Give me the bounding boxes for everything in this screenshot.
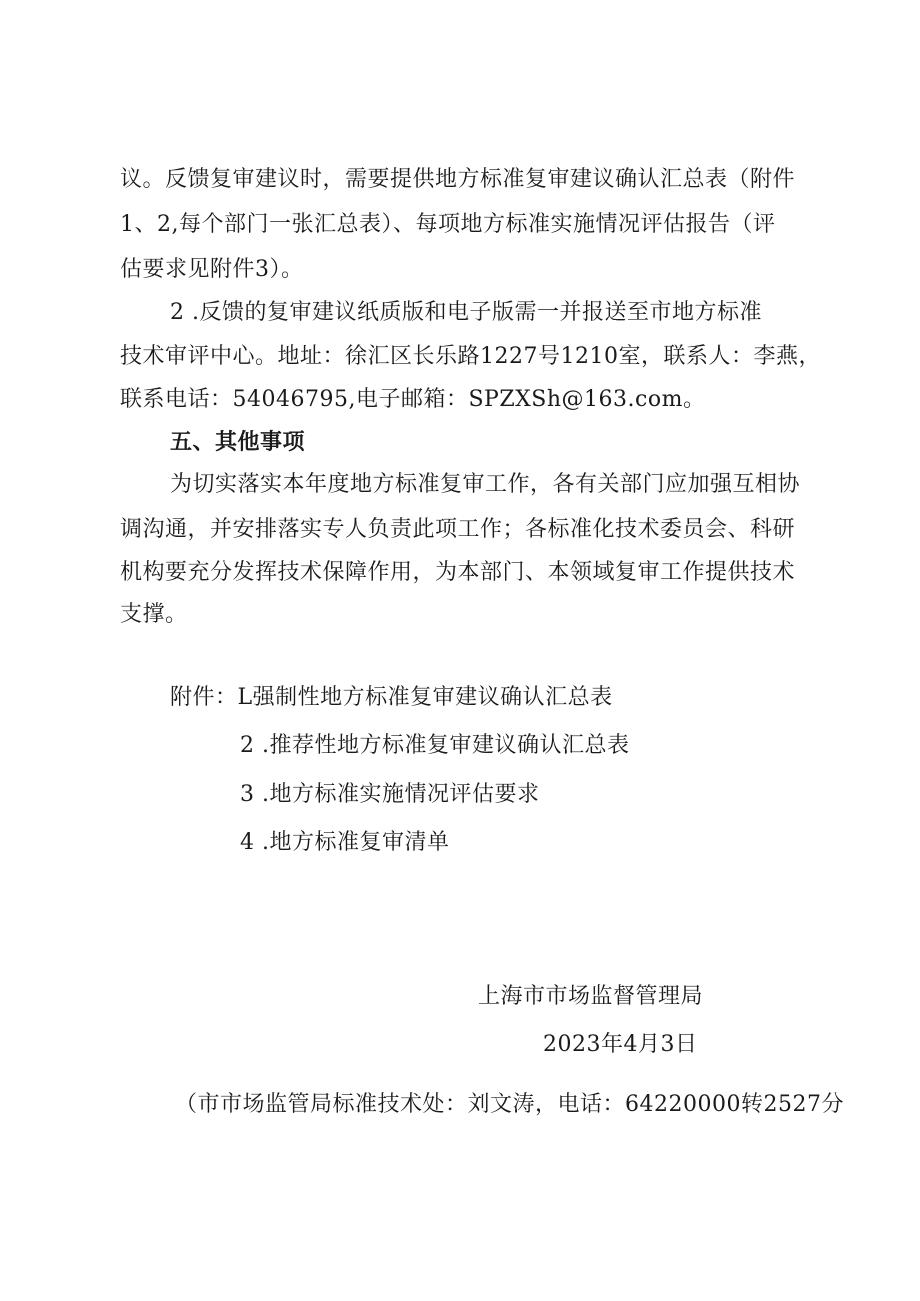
attachment-item: 2 .推荐性地方标准复审建议确认汇总表 [240,733,630,758]
issue-date: 2023年4月3日 [543,1032,698,1057]
attachment-item: 附件：L强制性地方标准复审建议确认汇总表 [170,685,613,710]
section-heading: 五、其他事项 [170,430,306,455]
paragraph-line: 机构要充分发挥技术保障作用，为本部门、本领域复审工作提供技术 [120,560,796,585]
paragraph-line: 为切实落实本年度地方标准复审工作，各有关部门应加强互相协 [170,472,801,497]
contact-note: （市市场监管局标准技术处：刘文涛，电话：64220000转2527分 [175,1092,844,1117]
paragraph-line: 调沟通，并安排落实专人负责此项工作；各标准化技术委员会、科研 [120,517,796,542]
paragraph-line: 议。反馈复审建议时，需要提供地方标准复审建议确认汇总表（附件 [120,167,796,192]
paragraph-line: 2 .反馈的复审建议纸质版和电子版需一并报送至市地方标准 [170,300,762,325]
paragraph-line: 支撑。 [120,602,188,627]
paragraph-line: 技术审评中心。地址：徐汇区长乐路1227号1210室，联系人：李燕， [120,344,821,369]
issuer-name: 上海市市场监督管理局 [478,984,704,1009]
paragraph-line: 1、2,每个部门一张汇总表）、每项地方标准实施情况评估报告（评 [120,212,776,237]
paragraph-line: 估要求见附件3）。 [120,257,304,282]
paragraph-line: 联系电话：54046795,电子邮箱：SPZXSh@163.com。 [120,387,706,412]
attachment-item: 4 .地方标准复审清单 [240,830,450,855]
attachment-item: 3 .地方标准实施情况评估要求 [240,782,540,807]
